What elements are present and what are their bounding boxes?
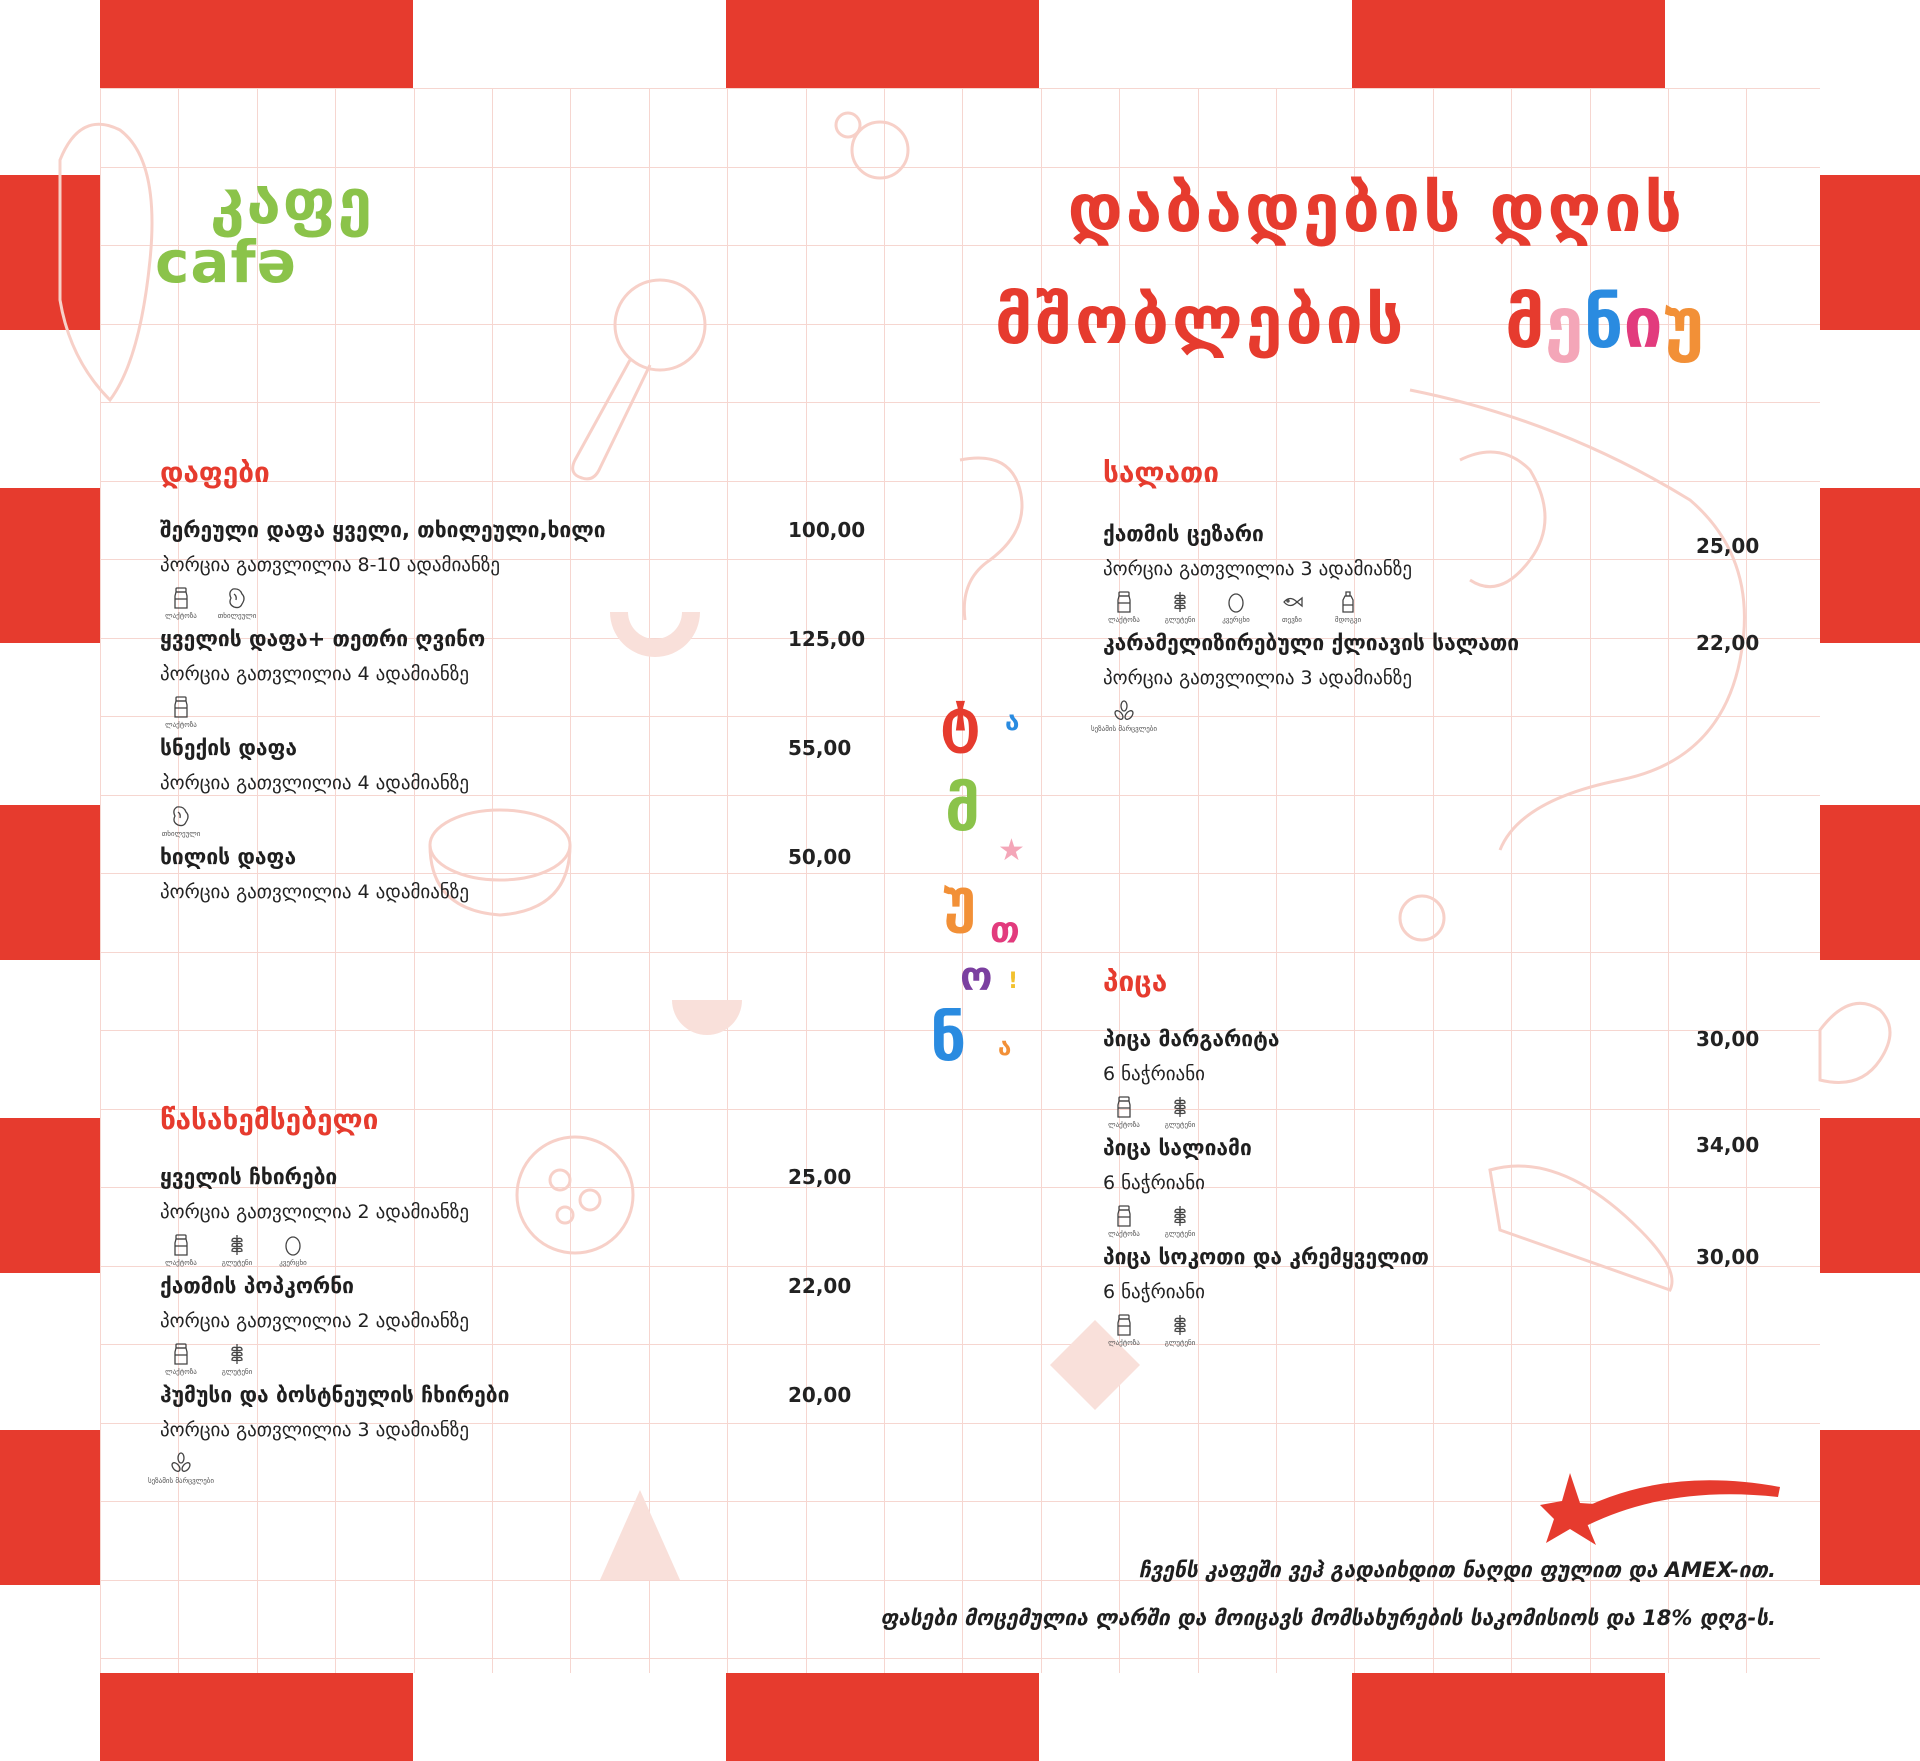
svg-text:★: ★ [998,833,1025,868]
item-name: ხილის დაფა [160,845,297,869]
allergen-list [1103,1313,1201,1347]
allergen-label: თხილეული [217,612,257,620]
item-price: 55,00 [788,736,852,760]
item-price: 30,00 [1696,1245,1760,1269]
allergen-badge [216,586,258,620]
allergen-badge [160,695,202,729]
allergen-badge [147,1451,215,1485]
wheat-icon [1169,590,1191,614]
allergen-label: ლაქტოზა [1108,1230,1140,1238]
wheat-icon [1169,1204,1191,1228]
allergen-list [160,1342,258,1376]
svg-text:ა: ა [1005,707,1020,737]
egg-icon [282,1233,304,1257]
logo-georgian: კაფე [210,165,374,238]
item-description: პორცია გათვლილია 4 ადამიანზე [160,772,469,794]
allergen-badge [160,804,202,838]
milk-bottle-icon [1113,590,1135,614]
allergen-badge [1103,1204,1145,1238]
milk-bottle-icon [170,695,192,719]
page-title-line2: მშობლების [995,282,1407,359]
allergen-label: გლუტენი [1164,616,1196,624]
milk-bottle-icon [170,586,192,610]
allergen-label: გლუტენი [1164,1230,1196,1238]
price-note: ფასები მოცემულია ლარში და მოიცავს მომსახურების საკომისიოს და 18% დღგ-ს. [880,1606,1776,1630]
item-price: 125,00 [788,627,866,651]
allergen-label: ლაქტოზა [165,612,197,620]
sesame-icon [170,1451,192,1475]
item-price: 30,00 [1696,1027,1760,1051]
item-description: პორცია გათვლილია 4 ადამიანზე [160,881,469,903]
allergen-badge [1159,590,1201,624]
allergen-label: მდოგვი [1334,616,1362,624]
allergen-list [147,1451,215,1485]
item-price: 25,00 [788,1165,852,1189]
allergen-label: ლაქტოზა [165,1259,197,1267]
item-name: ქათმის ცეზარი [1103,522,1264,546]
menu-letter: ი [1623,282,1663,364]
nut-icon [170,804,192,828]
allergen-badge [216,1233,258,1267]
item-price: 50,00 [788,845,852,869]
item-price: 22,00 [1696,631,1760,655]
vertical-brand-graphic [930,680,1040,1080]
allergen-badge [160,1233,202,1267]
allergen-label: სეზამის მარცვლები [1090,725,1158,733]
milk-bottle-icon [1113,1313,1135,1337]
allergen-label: ლაქტოზა [1108,1339,1140,1347]
wheat-icon [226,1233,248,1257]
shooting-star-icon [1540,1465,1790,1545]
egg-icon [1225,590,1247,614]
allergen-label: გლუტენი [1164,1121,1196,1129]
allergen-label: თხილეული [161,830,201,838]
svg-text:ტ: ტ [940,686,981,754]
milk-bottle-icon [170,1342,192,1366]
item-description: პორცია გათვლილია 4 ადამიანზე [160,663,469,685]
allergen-badge [1159,1313,1201,1347]
item-name: შერეული დაფა ყველი, თხილეული,ხილი [160,518,606,542]
item-description: პორცია გათვლილია 2 ადამიანზე [160,1201,469,1223]
allergen-list [160,804,202,838]
item-name: სნექის დაფა [160,736,298,760]
item-description: პორცია გათვლილია 8-10 ადამიანზე [160,554,501,576]
item-description: 6 ნაჭრიანი [1103,1281,1205,1303]
nut-icon [226,586,248,610]
item-name: ყველის ჩხირები [160,1165,338,1189]
item-price: 25,00 [1696,534,1760,558]
allergen-list [160,586,258,620]
section-heading-salati: სალათი [1103,456,1219,489]
menu-word [1505,282,1704,364]
allergen-label: ლაქტოზა [165,1368,197,1376]
allergen-label: კვერცხი [1222,616,1250,624]
item-price: 22,00 [788,1274,852,1298]
allergen-badge [1215,590,1257,624]
allergen-label: ლაქტოზა [1108,616,1140,624]
item-name: ქათმის პოპკორნი [160,1274,354,1298]
fish-icon [1281,590,1303,614]
allergen-label: გლუტენი [221,1368,253,1376]
allergen-list [1103,590,1369,624]
allergen-list [1103,1204,1201,1238]
item-description: 6 ნაჭრიანი [1103,1172,1205,1194]
item-name: პიცა მარგარიტა [1103,1027,1280,1051]
item-name: ყველის დაფა+ თეთრი ღვინო [160,627,486,651]
wheat-icon [1169,1313,1191,1337]
allergen-badge [1327,590,1369,624]
svg-text:თ: თ [990,910,1020,951]
allergen-badge [1103,1313,1145,1347]
item-description: პორცია გათვლილია 2 ადამიანზე [160,1310,469,1332]
svg-text:მ: მ [945,772,981,845]
item-description: პორცია გათვლილია 3 ადამიანზე [1103,558,1412,580]
allergen-badge [160,586,202,620]
wheat-icon [226,1342,248,1366]
item-description: 6 ნაჭრიანი [1103,1063,1205,1085]
allergen-list [1090,699,1158,733]
allergen-badge [1159,1204,1201,1238]
item-description: პორცია გათვლილია 3 ადამიანზე [1103,667,1412,689]
allergen-badge [1103,590,1145,624]
payment-note: ჩვენს კაფეში ვეჰ გადაიხდით ნაღდი ფულით და AMEX-ით. [1139,1558,1776,1582]
item-description: პორცია გათვლილია 3 ადამიანზე [160,1419,469,1441]
wheat-icon [1169,1095,1191,1119]
svg-text:უ: უ [942,866,977,934]
allergen-badge [1103,1095,1145,1129]
allergen-label: ლაქტოზა [165,721,197,729]
item-price: 20,00 [788,1383,852,1407]
section-heading-dafebi: დაფები [160,456,270,489]
item-name: პიცა სალიამი [1103,1136,1252,1160]
allergen-label: გლუტენი [221,1259,253,1267]
milk-bottle-icon [170,1233,192,1257]
sesame-icon [1113,699,1135,723]
page-title-line1: დაბადების დღის [1067,170,1685,247]
allergen-label: კვერცხი [279,1259,307,1267]
allergen-badge [216,1342,258,1376]
item-price: 34,00 [1696,1133,1760,1157]
allergen-list [1103,1095,1201,1129]
allergen-list [160,1233,314,1267]
svg-text:ნ: ნ [930,1002,967,1076]
allergen-label: თევზი [1282,616,1302,624]
item-name: პიცა სოკოთი და კრემყველით [1103,1245,1429,1269]
allergen-label: სეზამის მარცვლები [147,1477,215,1485]
allergen-badge [160,1342,202,1376]
mustard-icon [1337,590,1359,614]
allergen-label: ლაქტოზა [1108,1121,1140,1129]
item-price: 100,00 [788,518,866,542]
menu-letter: მ [1505,282,1545,364]
allergen-list [160,695,202,729]
allergen-badge [272,1233,314,1267]
allergen-badge [1090,699,1158,733]
menu-letter: ე [1544,282,1584,364]
svg-text:ა: ა [998,1033,1012,1061]
section-heading-nasakhemsebeli: წასახემსებელი [160,1103,379,1136]
menu-letter: უ [1662,282,1705,364]
logo-latin: cafə [155,228,298,296]
item-name: ჰუმუსი და ბოსტნეულის ჩხირები [160,1383,510,1407]
item-name: კარამელიზირებული ქლიავის სალათი [1103,631,1520,655]
milk-bottle-icon [1113,1095,1135,1119]
allergen-label: გლუტენი [1164,1339,1196,1347]
section-heading-pica: პიცა [1103,965,1168,998]
svg-text:ო: ო [960,954,993,1000]
allergen-badge [1159,1095,1201,1129]
menu-letter: ნ [1583,282,1624,364]
allergen-badge [1271,590,1313,624]
svg-text:!: ! [1008,969,1019,994]
milk-bottle-icon [1113,1204,1135,1228]
